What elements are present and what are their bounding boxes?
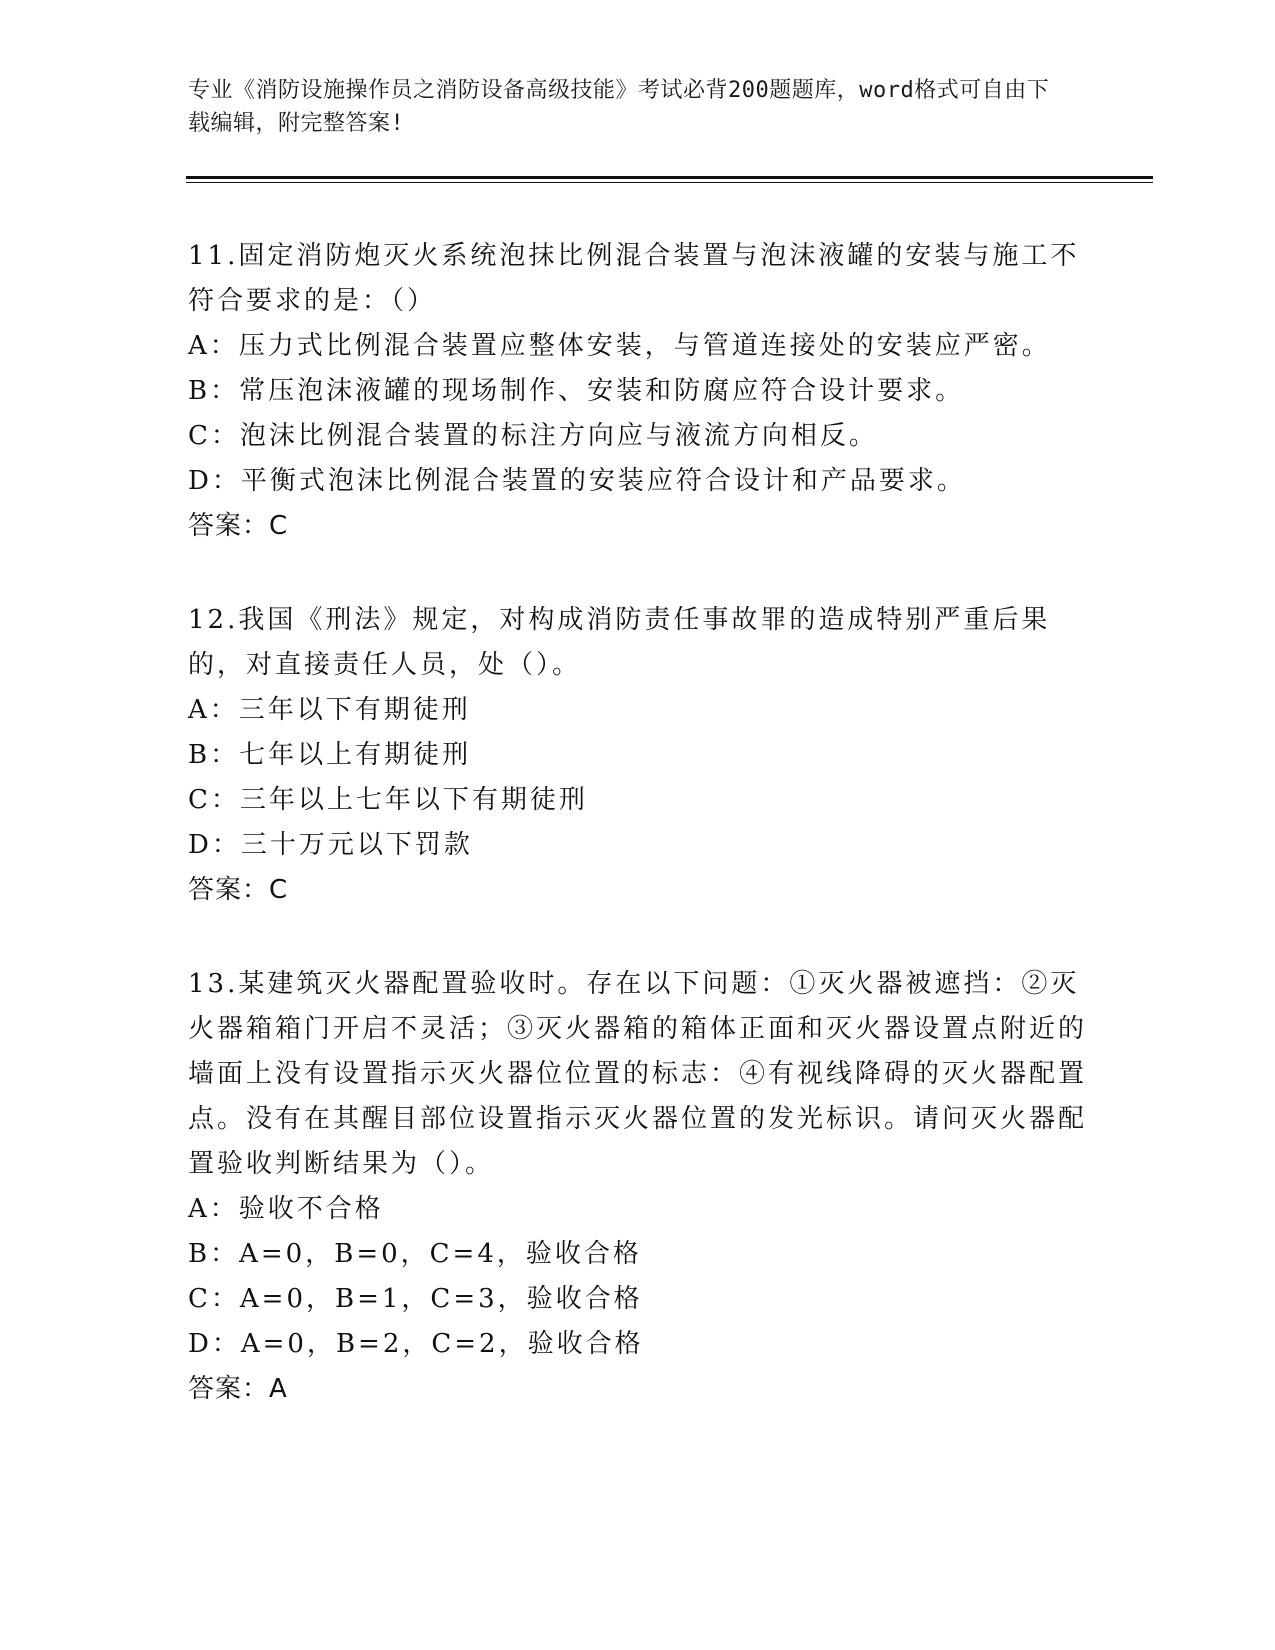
answer: 答案：C <box>188 511 289 541</box>
option-d: D：A=0，B=2，C=2，验收合格 <box>188 1329 644 1359</box>
option-a: A：验收不合格 <box>188 1194 384 1224</box>
question-12 <box>188 598 1088 913</box>
option-d: D：三十万元以下罚款 <box>188 830 473 860</box>
question-stem: 13.某建筑灭火器配置验收时。存在以下问题：①灭火器被遮挡：②灭火器箱箱门开启不灵活；③灭火器箱的箱体正面和灭火器设置点附近的墙面上没有设置指示灭火器位位置的标志：④有视线降碍的灭火器配置点。没有在其醒目部位设置指示灭火器位置的发光标识。请问灭火器配置验收判断结果为（）。 <box>188 969 1088 1179</box>
option-d: D：平衡式泡沫比例混合装置的安装应符合设计和产品要求。 <box>188 466 966 496</box>
question-stem: 11.固定消防炮灭火系统泡抹比例混合装置与泡沫液罐的安装与施工不符合要求的是：（） <box>188 241 1080 316</box>
option-a: A：三年以下有期徒刑 <box>188 695 471 725</box>
option-a: A：压力式比例混合装置应整体安装，与管道连接处的安装应严密。 <box>188 331 1051 361</box>
header-divider-thick <box>186 176 1153 179</box>
question-stem: 12.我国《刑法》规定，对构成消防责任事故罪的造成特别严重后果的，对直接责任人员，处（）。 <box>188 605 1051 680</box>
answer: 答案：C <box>188 875 289 905</box>
question-11 <box>188 234 1088 549</box>
answer: 答案：A <box>188 1374 288 1404</box>
document-header: 专业《消防设施操作员之消防设备高级技能》考试必背200题题库，word格式可自由下载编辑，附完整答案! <box>188 78 1050 136</box>
option-b: B：常压泡沫液罐的现场制作、安装和防腐应符合设计要求。 <box>188 376 965 406</box>
option-b: B：A=0，B=0，C=4，验收合格 <box>188 1239 642 1269</box>
option-c: C：三年以上七年以下有期徒刑 <box>188 785 588 815</box>
option-c: C：A=0，B=1，C=3，验收合格 <box>188 1284 643 1314</box>
option-b: B：七年以上有期徒刑 <box>188 740 472 770</box>
question-13 <box>188 962 1088 1412</box>
header-divider-thin <box>186 182 1153 183</box>
option-c: C：泡沫比例混合装置的标注方向应与液流方向相反。 <box>188 421 878 451</box>
